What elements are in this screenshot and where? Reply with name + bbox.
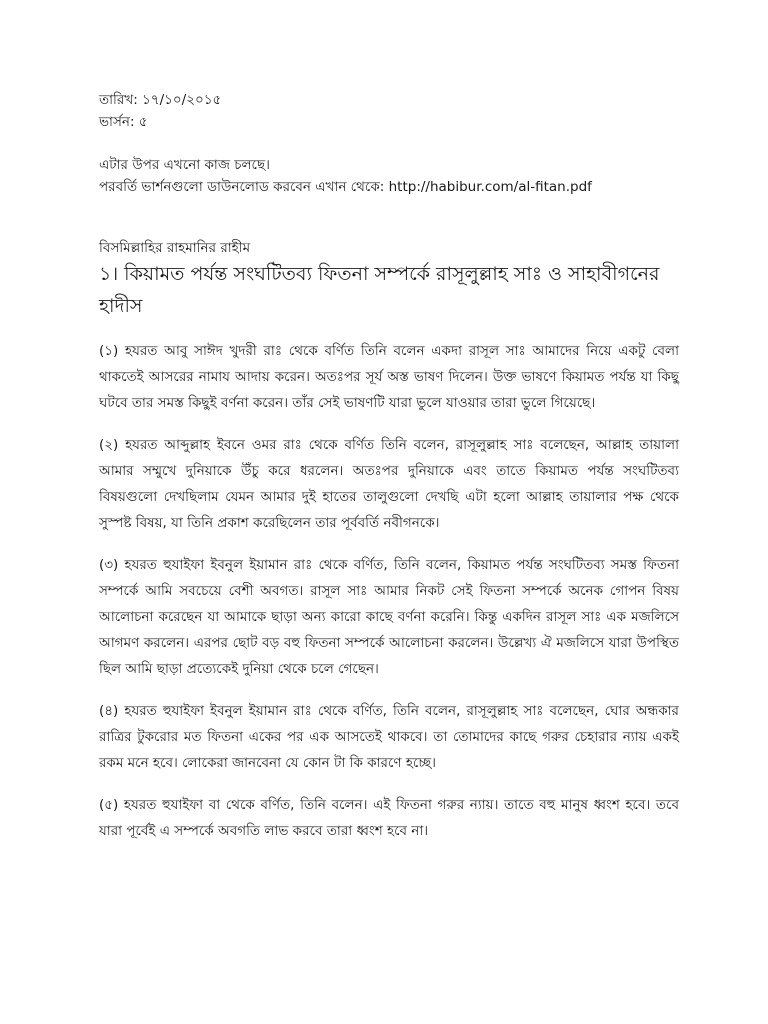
note-line-download: পরবর্তি ভার্শনগুলো ডাউনলোড করবেন এখান থেকে: http://habibur.com/al-fitan.pdf	[99, 179, 592, 195]
hadith-paragraph-3: (৩) হযরত হুযাইফা ইবনুল ইয়ামান রাঃ থেকে বর্ণিত, তিনি বলেন, কিয়ামত পর্যন্ত সংঘটিতব্য সমস্ত ফিতনা সম্পর্কে আমি সবচেয়ে বেশী অবগত। রাসূল সাঃ আমার নিকট সেই ফিতনা সম্পর্কে অনেক গোপন বিষয় আলোচনা করেছেন যা আমাকে ছাড়া অন্য কারো কাছে বর্ণনা করেনি। কিন্তু একদিন রাসূল সাঃ এক মজলিসে আগমণ করলেন। এরপর ছোট বড় বহু ফিতনা সম্পর্কে আলোচনা করলেন। উল্লেখ্য ঐ মজলিসে যারা উপস্থিত ছিল আমি ছাড়া প্রত্যেকেই দুনিয়া থেকে চলে গেছেন।	[99, 557, 679, 677]
hadith-paragraph-5: (৫) হযরত হুযাইফা বা থেকে বর্ণিত, তিনি বলেন। এই ফিতনা গরুর ন্যায়। তাতে বহু মানুষ ধ্বংশ হবে। তবে যারা পূর্বেই এ সম্পর্কে অবগতি লাভ করবে তারা ধ্বংশ হবে না।	[99, 797, 679, 839]
bismillah-line: বিসমিল্লাহির রাহমানির রাহীম	[99, 240, 251, 256]
date-line: তারিখ: ১৭/১০/২০১৫	[99, 92, 222, 108]
work-in-progress-note	[99, 154, 679, 198]
document-page	[99, 89, 679, 860]
hadith-list	[99, 338, 679, 844]
hadith-paragraph-4: (৪) হযরত হুযাইফা ইবনুল ইয়ামান রাঃ থেকে বর্ণিত, তিনি বলেন, রাসূলুল্লাহ সাঃ বলেছেন, ঘোর অন্ধকার রাত্রির টুকরোর মত ফিতনা একের পর এক আসতেই থাকবে। তা তোমাদের কাছে গরুর চেহারার ন্যায় একই রকম মনে হবে। লোকেরা জানবেনা যে কোন টা কি কারণে হচ্ছে।	[99, 703, 679, 771]
note-line-status: এটার উপর এখনো কাজ চলছে।	[99, 157, 270, 173]
version-line: ভার্সন: ৫	[99, 114, 148, 130]
chapter-title: ১। কিয়ামত পর্যন্ত সংঘটিতব্য ফিতনা সম্পর্কে রাসূলুল্লাহ সাঃ ও সাহাবীগনের হাদীস	[99, 263, 660, 317]
hadith-paragraph-1: (১) হযরত আবু সাঈদ খুদরী রাঃ থেকে বর্ণিত তিনি বলেন একদা রাসূল সাঃ আমাদের নিয়ে একটু বেলা থাকতেই আসরের নামায আদায় করেন। অতঃপর সূর্য অস্ত ভাষণ দিলেন। উক্ত ভাষণে কিয়ামত পর্যন্ত যা কিছু ঘটবে তার সমস্ত কিছুই বর্ণনা করেন। তাঁর সেই ভাষণটি যারা ভুলে যাওয়ার তারা ভুলে গিয়েছে।	[99, 343, 679, 411]
hadith-paragraph-2: (২) হযরত আব্দুল্লাহ ইবনে ওমর রাঃ থেকে বর্ণিত তিনি বলেন, রাসূলুল্লাহ সাঃ বলেছেন, আল্লাহ তায়ালা আমার সম্মুখে দুনিয়াকে উঁচু করে ধরলেন। অতঃপর দুনিয়াকে এবং তাতে কিয়ামত পর্যন্ত সংঘটিতব্য বিষয়গুলো দেখছিলাম যেমন আমার দুই হাতের তালুগুলো দেখছি এটা হলো আল্লাহ তায়ালার পক্ষ থেকে সুস্পষ্ট বিষয়, যা তিনি প্রকাশ করেছিলেন তার পূর্ববর্তি নবীগনকে।	[99, 437, 679, 531]
document-meta	[99, 89, 679, 133]
